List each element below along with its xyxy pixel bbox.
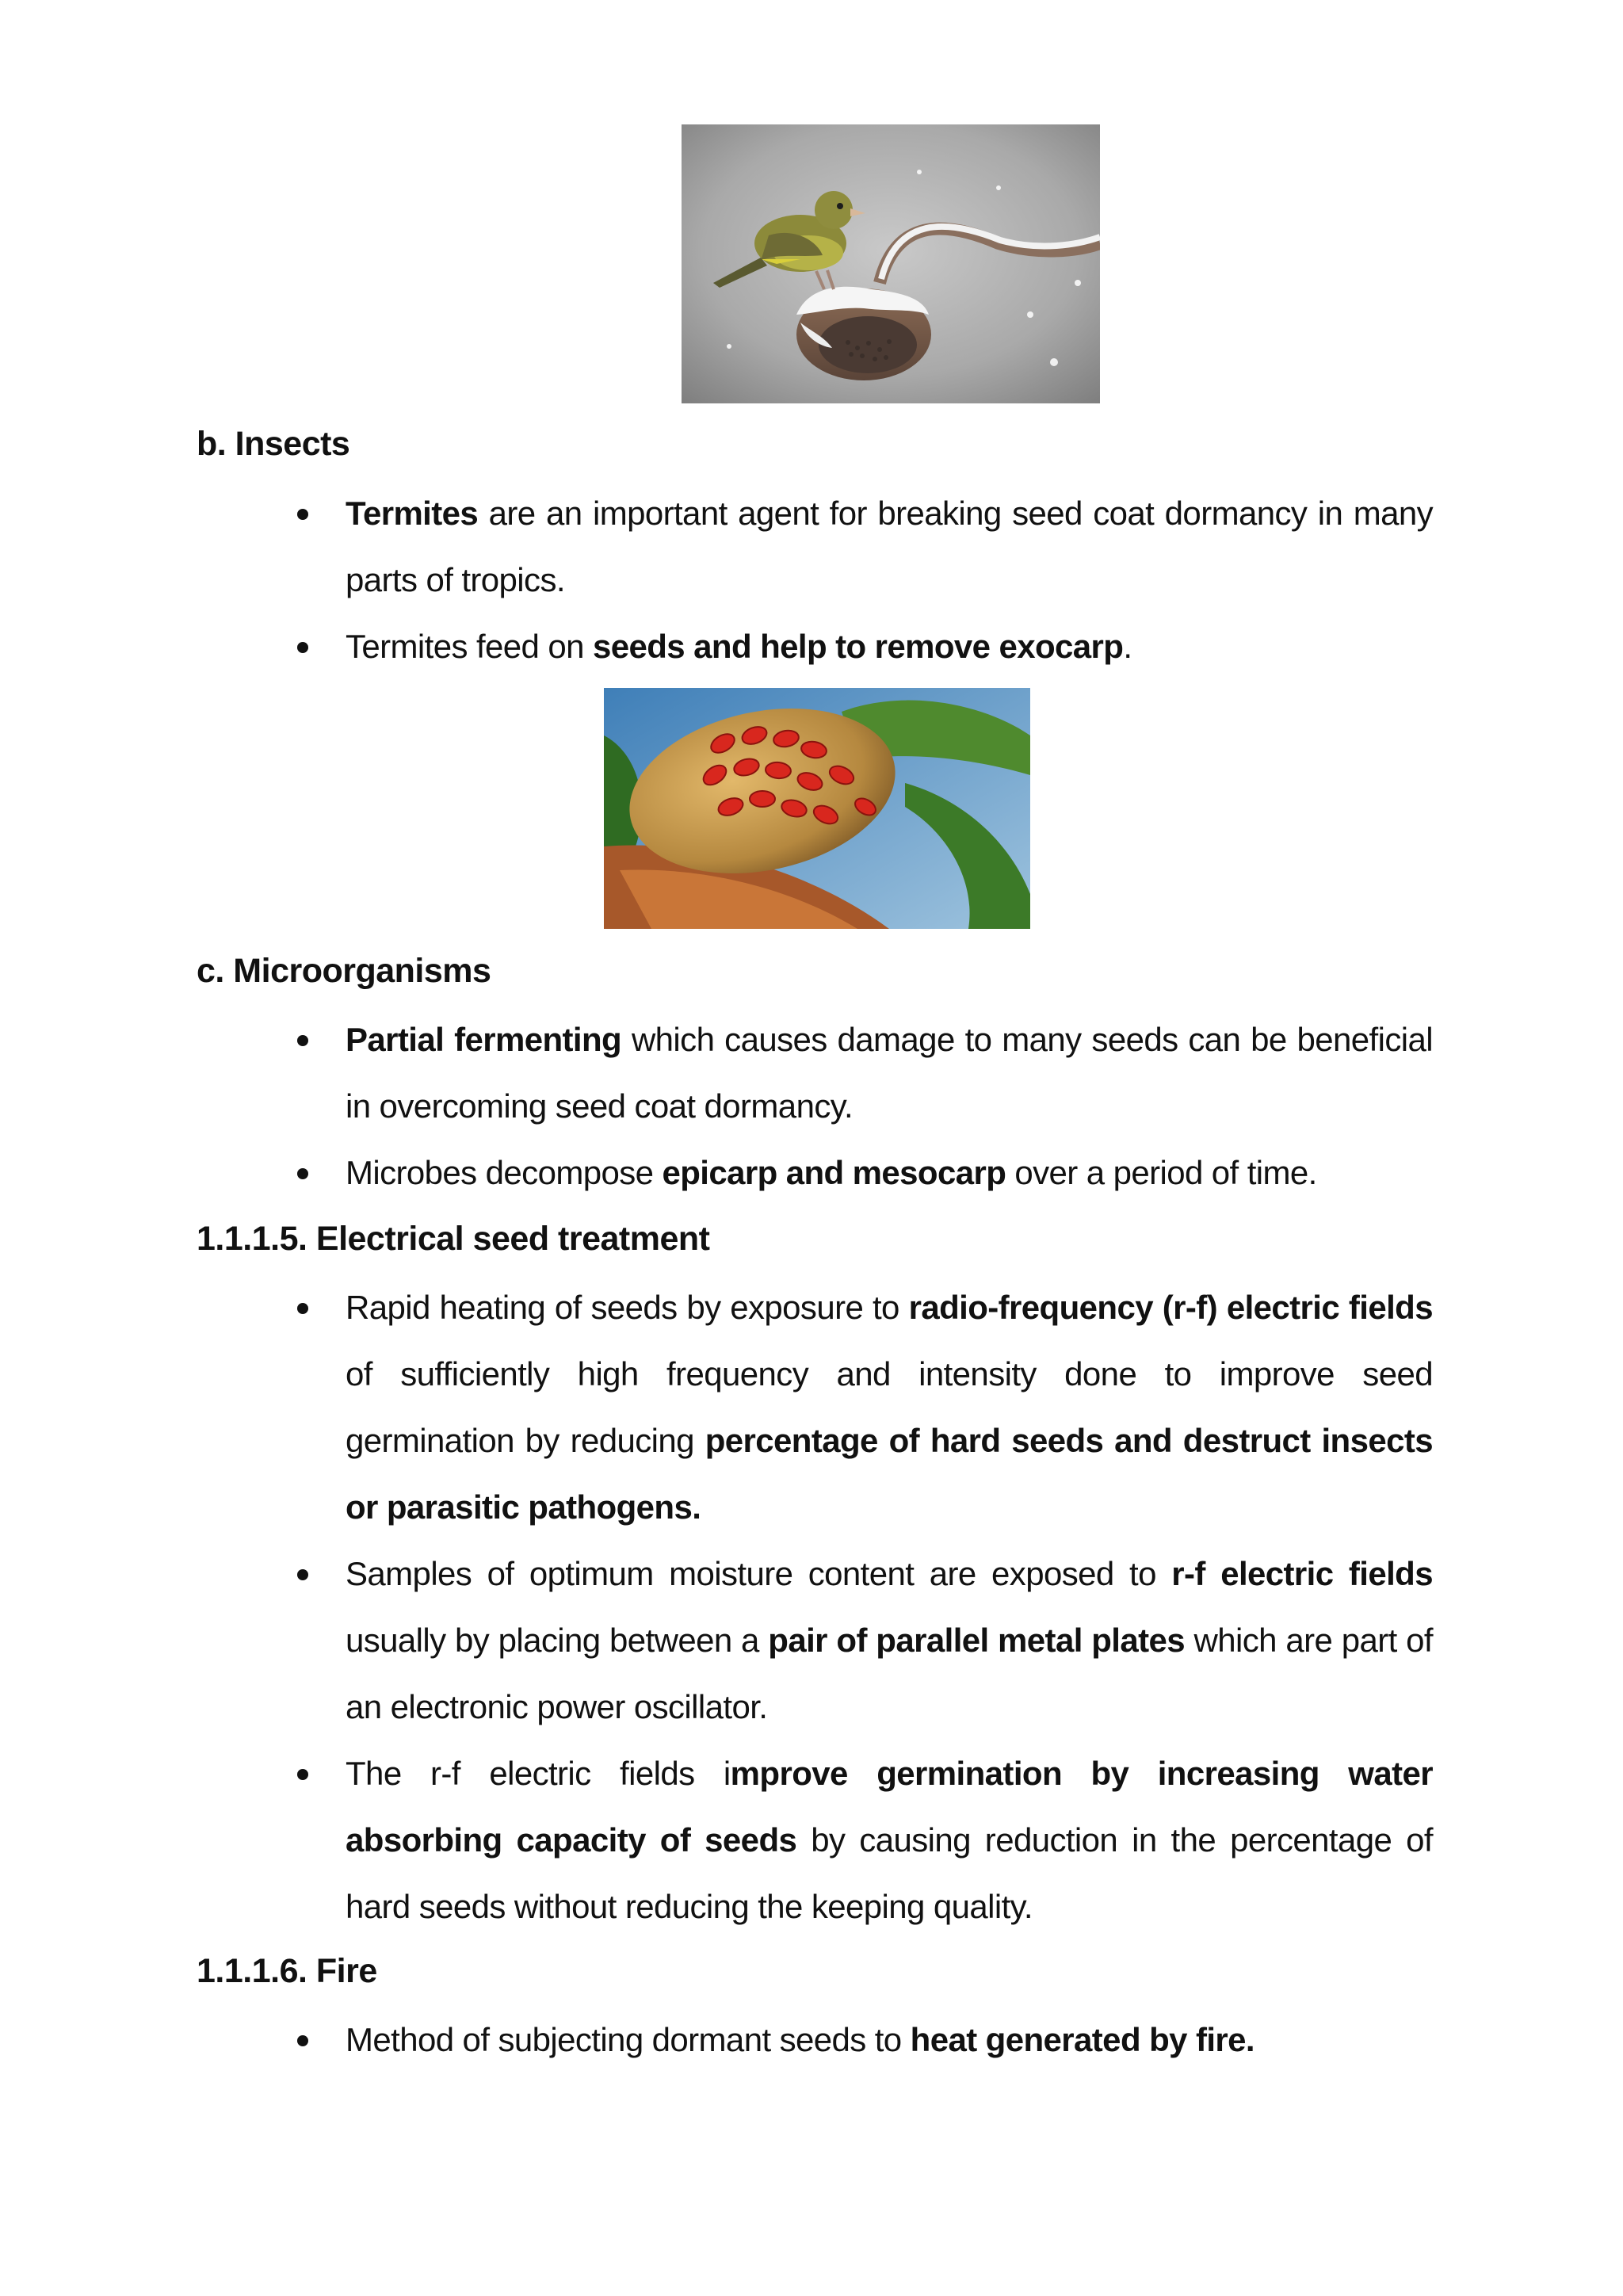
- list-item: Partial fermenting which causes damage to many seeds can be beneficial in overcoming seed coat dormancy.: [197, 1007, 1433, 1140]
- bullet-icon: [297, 1168, 308, 1179]
- fire-bullet-list: [197, 2007, 1433, 2073]
- insects-bullet-list: [197, 480, 1433, 680]
- bullet-icon: [297, 1769, 308, 1780]
- list-item: Termites feed on seeds and help to remove exocarp.: [197, 613, 1433, 680]
- heading-insects: b. Insects: [197, 425, 350, 463]
- list-item: The r-f electric fields improve germination by increasing water absorbing capacity of seeds by causing reduction in the percentage of hard seeds without reducing the keeping quality.: [197, 1740, 1433, 1940]
- list-item: Termites are an important agent for breaking seed coat dormancy in many parts of tropics.: [197, 480, 1433, 613]
- electrical-bullet-list: [197, 1274, 1433, 1940]
- list-item: Microbes decompose epicarp and mesocarp over a period of time.: [197, 1140, 1433, 1206]
- list-item: Rapid heating of seeds by exposure to radio-frequency (r-f) electric fields of sufficiently high frequency and intensity done to improve seed germination by reducing percentage of hard seeds and destruct insects or parasitic pathogens.: [197, 1274, 1433, 1541]
- heading-electrical-seed-treatment: 1.1.1.5. Electrical seed treatment: [197, 1220, 710, 1258]
- list-item: Samples of optimum moisture content are exposed to r-f electric fields usually by placing between a pair of parallel metal plates which are part of an electronic power oscillator.: [197, 1541, 1433, 1740]
- microorganisms-bullet-list: [197, 1007, 1433, 1206]
- bullet-icon: [297, 642, 308, 653]
- bird-on-sunflower-image: [682, 124, 1100, 403]
- bullet-icon: [297, 1035, 308, 1046]
- seed-pod-image: [604, 688, 1030, 929]
- bullet-icon: [297, 1569, 308, 1580]
- bullet-icon: [297, 2035, 308, 2046]
- heading-fire: 1.1.1.6. Fire: [197, 1952, 377, 1990]
- bullet-icon: [297, 1303, 308, 1314]
- heading-microorganisms: c. Microorganisms: [197, 952, 491, 990]
- list-item: Method of subjecting dormant seeds to heat generated by fire.: [197, 2007, 1433, 2073]
- bullet-icon: [297, 509, 308, 520]
